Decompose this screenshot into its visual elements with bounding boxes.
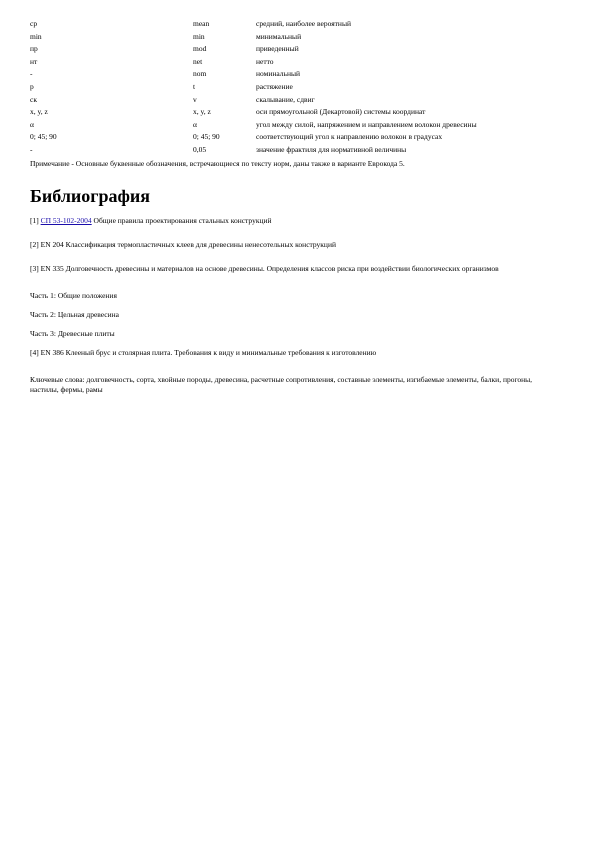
symbol-ru: ср	[30, 19, 38, 28]
bibliography-entry: [2] EN 204 Классификация термопластичных клеев для древесины ненесотельных конструкций	[30, 240, 336, 249]
symbol-en: v	[193, 94, 197, 104]
symbol-meaning: нетто	[256, 56, 274, 66]
table-row	[30, 94, 570, 107]
bibliography-part: Часть 1: Общие положения	[30, 291, 117, 300]
symbol-en: net	[193, 56, 203, 66]
symbol-en: α	[193, 119, 197, 129]
symbol-meaning: скалывание, сдвиг	[256, 94, 315, 104]
symbol-ru: ск	[30, 94, 37, 104]
ref-title: Общие правила проектирования стальных конструкций	[93, 216, 272, 225]
symbol-en: mod	[193, 44, 207, 54]
bibliography-entry: [3] EN 335 Долговечность древесины и материалов на основе древесины. Определения классов риска при воздействии биологических организмов	[30, 264, 499, 273]
symbol-ru: x, y, z	[30, 107, 48, 117]
table-row	[30, 119, 570, 132]
bibliography-entry	[30, 216, 560, 226]
symbol-meaning: средний, наиболее вероятный	[256, 19, 351, 28]
symbol-ru: р	[30, 81, 34, 91]
symbol-ru: -	[30, 144, 33, 154]
symbol-ru: α	[30, 119, 34, 129]
symbol-ru: 0; 45; 90	[30, 132, 57, 142]
bibliography-entry: [4] EN 386 Клееный брус и столярная плита. Требования к виду и минимальные требования к изготовлению	[30, 348, 377, 357]
symbol-ru: нт	[30, 56, 38, 66]
bibliography-part: Часть 3: Древесные плиты	[30, 329, 115, 338]
symbol-en: 0; 45; 90	[193, 132, 220, 142]
table-row	[30, 106, 570, 119]
table-row	[30, 144, 570, 157]
symbol-meaning: номинальный	[256, 69, 301, 79]
symbol-en: min	[193, 31, 205, 41]
symbol-meaning: растяжение	[256, 81, 293, 91]
symbol-en: 0,05	[193, 144, 207, 154]
symbol-en: nom	[193, 69, 207, 79]
symbol-ru: min	[30, 31, 42, 41]
bibliography-title: Библиография	[30, 186, 151, 206]
symbol-meaning: соответствующий угол к направлению волокон в градусах	[256, 132, 443, 142]
keywords: Ключевые слова: долговечность, сорта, хвойные породы, древесина, расчетные сопротивления, составные элементы, изгибаемые элементы, балки, прогоны, настилы, фермы, рамы	[30, 375, 533, 394]
symbol-meaning: оси прямоугольной (Декартовой) системы координат	[256, 107, 426, 117]
ref-number: [1]	[30, 216, 39, 225]
table-row	[30, 81, 570, 94]
bibliography-list	[30, 216, 560, 358]
symbol-en: x, y, z	[193, 107, 211, 117]
table-row	[30, 131, 570, 144]
symbol-table	[30, 18, 570, 170]
symbol-meaning: минимальный	[256, 31, 302, 41]
table-row	[30, 56, 570, 69]
symbol-en: mean	[193, 19, 210, 28]
table-row	[30, 31, 570, 44]
ref-link[interactable]: СП 53-102-2004	[40, 216, 92, 225]
symbol-meaning: угол между силой, напряжением и направлением волокон древесины	[256, 119, 477, 129]
table-row	[30, 18, 570, 31]
symbol-ru: -	[30, 69, 33, 79]
bibliography-part: Часть 2: Цельная древесина	[30, 310, 119, 319]
symbol-ru: пр	[30, 44, 38, 54]
table-row	[30, 43, 570, 56]
symbol-meaning: значение фрактиля для нормативной величины	[256, 144, 407, 154]
symbol-meaning: приведенный	[256, 44, 299, 54]
symbol-en: t	[193, 81, 196, 91]
table-row	[30, 68, 570, 81]
table-note: Примечание - Основные буквенные обозначения, встречающиеся по тексту норм, даны также в варианте Еврокода 5.	[30, 158, 405, 168]
